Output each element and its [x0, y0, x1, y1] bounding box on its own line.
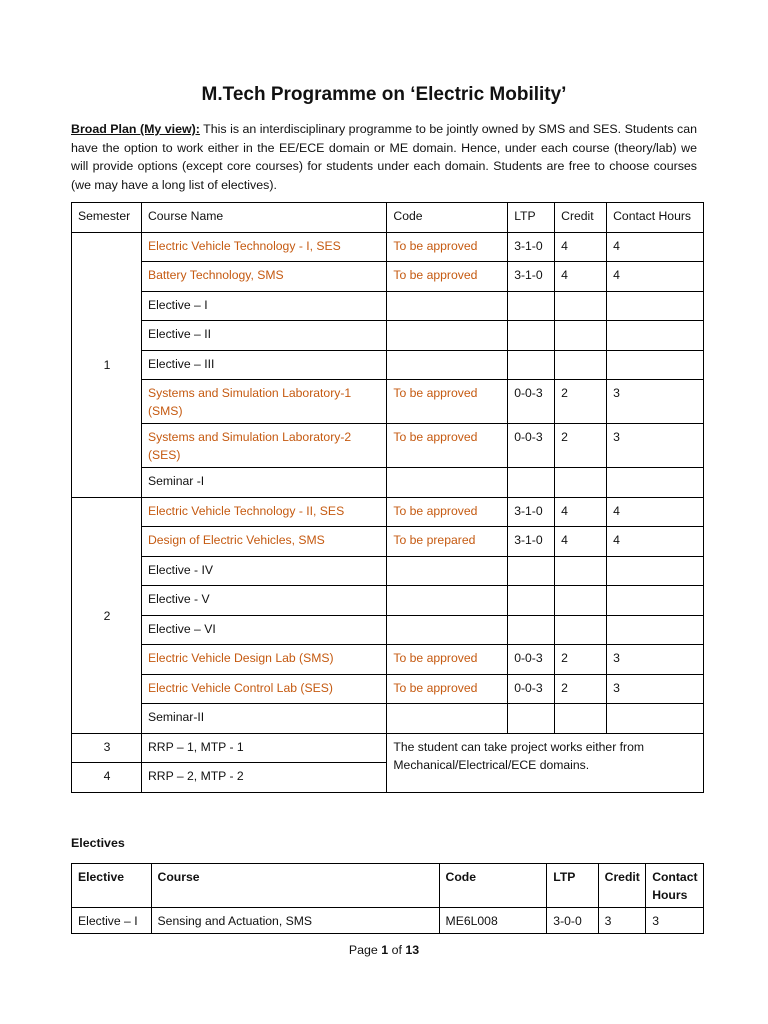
- table-row: [72, 497, 704, 527]
- code-cell: [387, 586, 508, 616]
- credit-cell: 4: [555, 232, 607, 262]
- course-cell: Elective – III: [141, 350, 386, 380]
- code-cell: [387, 321, 508, 351]
- hours-cell: 3: [607, 424, 704, 468]
- course-cell: Elective – II: [141, 321, 386, 351]
- credit-cell: 2: [555, 674, 607, 704]
- ltp-cell: [508, 586, 555, 616]
- course-cell: Elective - IV: [141, 556, 386, 586]
- header-cell: Contact Hours: [646, 864, 704, 908]
- ltp-cell: [508, 291, 555, 321]
- header-cell: Code: [387, 203, 508, 233]
- code-cell: [387, 468, 508, 498]
- header-cell: Code: [439, 864, 547, 908]
- code-cell: ME6L008: [439, 908, 547, 934]
- hours-cell: [607, 291, 704, 321]
- code-cell: [387, 704, 508, 734]
- code-cell: To be approved: [387, 232, 508, 262]
- page-title: M.Tech Programme on ‘Electric Mobility’: [201, 84, 567, 105]
- course-cell: Electric Vehicle Design Lab (SMS): [141, 645, 386, 675]
- project-note: The student can take project works either from Mechanical/Electrical/ECE domains.: [387, 733, 704, 792]
- course-cell: Electric Vehicle Technology - II, SES: [141, 497, 386, 527]
- ltp-cell: [508, 321, 555, 351]
- credit-cell: 2: [555, 645, 607, 675]
- hours-cell: [607, 468, 704, 498]
- table-row: [72, 674, 704, 704]
- course-cell: Sensing and Actuation, SMS: [151, 908, 439, 934]
- code-cell: [387, 556, 508, 586]
- ltp-cell: [508, 468, 555, 498]
- ltp-cell: [508, 350, 555, 380]
- semester-cell: 4: [72, 763, 142, 793]
- footer-of: of: [388, 943, 406, 957]
- header-cell: Credit: [598, 864, 646, 908]
- credit-cell: 2: [555, 424, 607, 468]
- elective-cell: Elective – I: [72, 908, 152, 934]
- table-row: [72, 733, 704, 763]
- course-cell: Elective – I: [141, 291, 386, 321]
- table-header-row: [72, 864, 704, 908]
- course-cell: Seminar-II: [141, 704, 386, 734]
- credit-cell: 4: [555, 497, 607, 527]
- credit-cell: [555, 291, 607, 321]
- hours-cell: [607, 350, 704, 380]
- table-row: [72, 645, 704, 675]
- hours-cell: 3: [607, 645, 704, 675]
- ltp-cell: [508, 556, 555, 586]
- electives-heading: Electives: [71, 836, 125, 850]
- footer-prefix: Page: [348, 943, 382, 957]
- page-footer: [0, 943, 768, 957]
- plan-table: [71, 202, 704, 793]
- table-row: [72, 615, 704, 645]
- code-cell: To be approved: [387, 645, 508, 675]
- credit-cell: [555, 615, 607, 645]
- course-cell: RRP – 2, MTP - 2: [141, 763, 386, 793]
- table-row: [72, 704, 704, 734]
- header-cell: Semester: [72, 203, 142, 233]
- hours-cell: [607, 586, 704, 616]
- semester-cell: 3: [72, 733, 142, 763]
- semester-cell: 1: [72, 232, 142, 497]
- header-cell: LTP: [547, 864, 598, 908]
- course-cell: Elective - V: [141, 586, 386, 616]
- header-cell: Credit: [555, 203, 607, 233]
- intro-label: Broad Plan (My view):: [71, 122, 200, 136]
- table-row: [72, 321, 704, 351]
- header-cell: Course Name: [141, 203, 386, 233]
- table-row: [72, 468, 704, 498]
- semester-cell: 2: [72, 497, 142, 733]
- table-row: [72, 291, 704, 321]
- electives-table: [71, 863, 704, 934]
- header-cell: LTP: [508, 203, 555, 233]
- hours-cell: 4: [607, 497, 704, 527]
- table-row: [72, 586, 704, 616]
- code-cell: To be approved: [387, 497, 508, 527]
- credit-cell: 3: [598, 908, 646, 934]
- course-cell: Systems and Simulation Laboratory-2 (SES): [141, 424, 386, 468]
- ltp-cell: 0-0-3: [508, 424, 555, 468]
- course-cell: Electric Vehicle Technology - I, SES: [141, 232, 386, 262]
- hours-cell: [607, 321, 704, 351]
- hours-cell: 4: [607, 232, 704, 262]
- code-cell: To be approved: [387, 262, 508, 292]
- table-row: [72, 527, 704, 557]
- ltp-cell: 0-0-3: [508, 380, 555, 424]
- course-cell: Battery Technology, SMS: [141, 262, 386, 292]
- ltp-cell: 0-0-3: [508, 674, 555, 704]
- credit-cell: [555, 586, 607, 616]
- course-cell: Elective – VI: [141, 615, 386, 645]
- header-cell: Elective: [72, 864, 152, 908]
- page-total: 13: [405, 943, 420, 957]
- table-row: [72, 232, 704, 262]
- table-row: [72, 380, 704, 424]
- hours-cell: [607, 704, 704, 734]
- code-cell: To be approved: [387, 424, 508, 468]
- table-row: [72, 262, 704, 292]
- table-row: [72, 424, 704, 468]
- hours-cell: 3: [646, 908, 704, 934]
- ltp-cell: 3-1-0: [508, 232, 555, 262]
- code-cell: [387, 615, 508, 645]
- code-cell: To be approved: [387, 380, 508, 424]
- ltp-cell: 3-0-0: [547, 908, 598, 934]
- code-cell: [387, 350, 508, 380]
- credit-cell: 4: [555, 527, 607, 557]
- code-cell: To be approved: [387, 674, 508, 704]
- intro-text: This is an interdisciplinary programme to be jointly owned by SMS and SES. Students can have the option to work either in the EE/ECE domain or ME domain. Hence, under each course (theory/lab) we will provide options (except core courses) for students under each domain. Students are free to choose courses (we may have a long list of electives).: [71, 122, 697, 192]
- course-cell: RRP – 1, MTP - 1: [141, 733, 386, 763]
- credit-cell: 4: [555, 262, 607, 292]
- code-cell: [387, 291, 508, 321]
- course-cell: Systems and Simulation Laboratory-1 (SMS): [141, 380, 386, 424]
- header-cell: Course: [151, 864, 439, 908]
- ltp-cell: 3-1-0: [508, 527, 555, 557]
- page-current: 1: [381, 943, 389, 957]
- credit-cell: [555, 350, 607, 380]
- credit-cell: [555, 321, 607, 351]
- ltp-cell: 0-0-3: [508, 645, 555, 675]
- hours-cell: 3: [607, 380, 704, 424]
- ltp-cell: [508, 704, 555, 734]
- table-header-row: [72, 203, 704, 233]
- table-row: [72, 350, 704, 380]
- credit-cell: [555, 704, 607, 734]
- table-row: [72, 556, 704, 586]
- hours-cell: 4: [607, 262, 704, 292]
- ltp-cell: 3-1-0: [508, 497, 555, 527]
- ltp-cell: 3-1-0: [508, 262, 555, 292]
- intro-paragraph: [71, 120, 697, 194]
- ltp-cell: [508, 615, 555, 645]
- header-cell: Contact Hours: [607, 203, 704, 233]
- course-cell: Seminar -I: [141, 468, 386, 498]
- credit-cell: [555, 556, 607, 586]
- hours-cell: [607, 556, 704, 586]
- course-cell: Electric Vehicle Control Lab (SES): [141, 674, 386, 704]
- credit-cell: 2: [555, 380, 607, 424]
- course-cell: Design of Electric Vehicles, SMS: [141, 527, 386, 557]
- code-cell: To be prepared: [387, 527, 508, 557]
- hours-cell: 4: [607, 527, 704, 557]
- credit-cell: [555, 468, 607, 498]
- hours-cell: [607, 615, 704, 645]
- table-row: [72, 908, 704, 934]
- hours-cell: 3: [607, 674, 704, 704]
